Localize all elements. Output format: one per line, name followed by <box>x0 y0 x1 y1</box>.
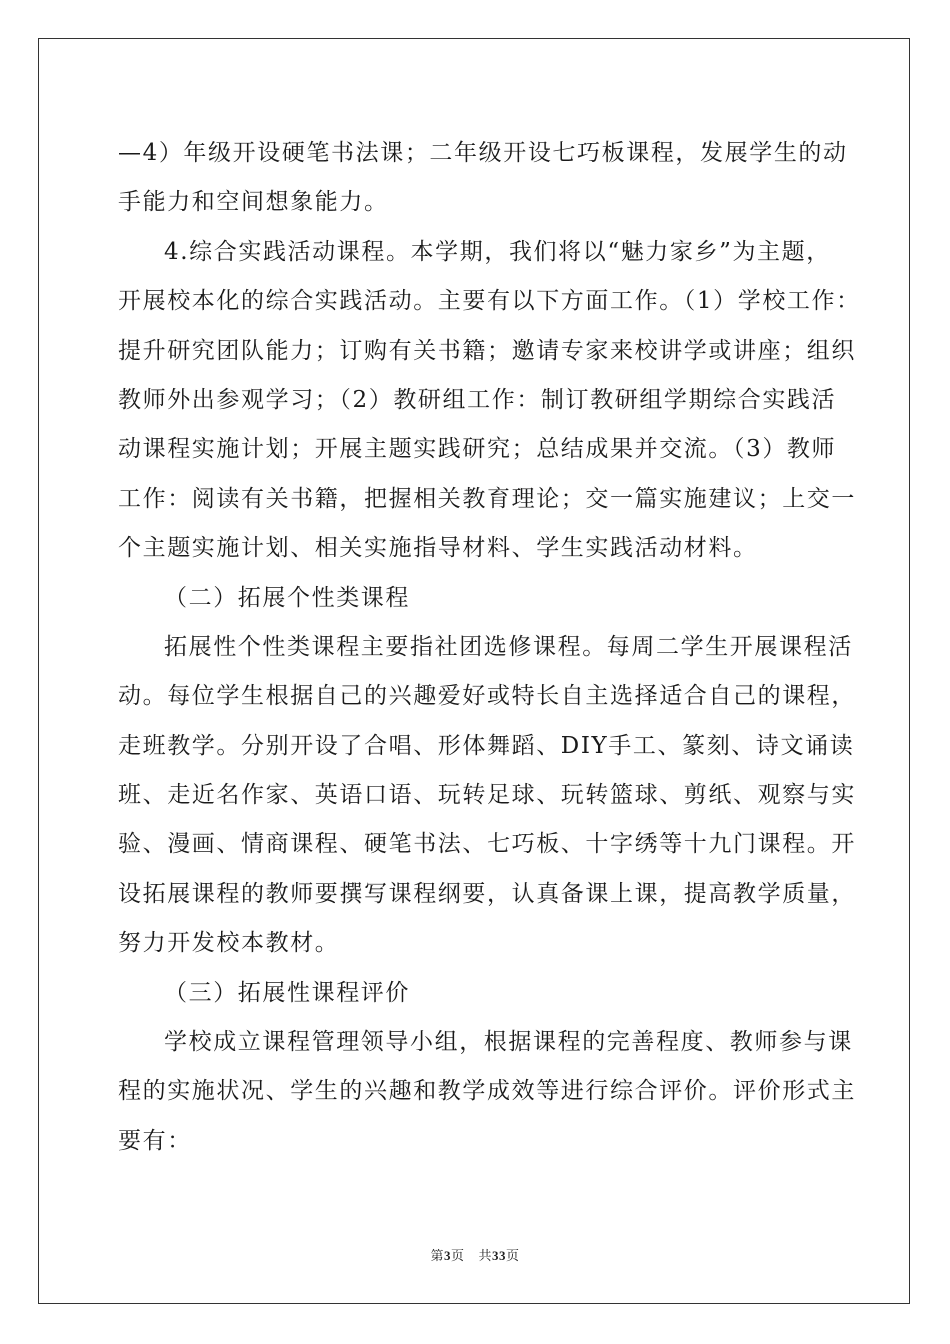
text-line: 个主题实施计划、相关实施指导材料、学生实践活动材料。 <box>118 535 758 562</box>
page-prefix: 第 <box>430 1248 444 1263</box>
page-number: 3 <box>443 1248 451 1263</box>
text-line: 验、漫画、情商课程、硬笔书法、七巧板、十字绣等十九门课程。开 <box>118 831 856 858</box>
total-pages: 33 <box>492 1248 507 1263</box>
text-line: 动。每位学生根据自己的兴趣爱好或特长自主选择适合自己的课程， <box>118 683 856 710</box>
document-body <box>118 129 861 1166</box>
text-line: 程的实施状况、学生的兴趣和教学成效等进行综合评价。评价形式主 <box>118 1078 856 1105</box>
text-line: 学校成立课程管理领导小组，根据课程的完善程度、教师参与课 <box>164 1029 853 1056</box>
text-line: 拓展性个性类课程主要指社团选修课程。每周二学生开展课程活 <box>164 633 853 660</box>
text-line: 工作：阅读有关书籍，把握相关教育理论；交一篇实施建议；上交一 <box>118 485 856 512</box>
total-suffix: 页 <box>506 1248 520 1263</box>
text-line: 提升研究团队能力；订购有关书籍；邀请专家来校讲学或讲座；组织 <box>118 337 856 364</box>
text-line: 班、走近名作家、英语口语、玩转足球、玩转篮球、剪纸、观察与实 <box>118 782 856 809</box>
page-suffix: 页 <box>450 1248 465 1263</box>
text-line: 走班教学。分别开设了合唱、形体舞蹈、DIY手工、篆刻、诗文诵读 <box>118 732 855 759</box>
text-line: 开展校本化的综合实践活动。主要有以下方面工作。（1）学校工作： <box>118 288 861 315</box>
text-line: 手能力和空间想象能力。 <box>118 189 389 216</box>
text-line: 要有： <box>118 1127 192 1154</box>
total-prefix: 共 <box>478 1248 493 1263</box>
text-line: 动课程实施计划；开展主题实践研究；总结成果并交流。（3）教师 <box>118 436 837 463</box>
section-heading: （二）拓展个性类课程 <box>164 584 410 611</box>
text-line: 教师外出参观学习；（2）教研组工作：制订教研组学期综合实践活 <box>118 386 837 413</box>
page-footer <box>0 1245 950 1264</box>
text-line: 4.综合实践活动课程。本学期，我们将以“魅力家乡”为主题， <box>164 238 831 265</box>
text-line: —4）年级开设硬笔书法课；二年级开设七巧板课程，发展学生的动 <box>118 140 848 166</box>
text-line: 设拓展课程的教师要撰写课程纲要，认真备课上课，提高教学质量， <box>118 880 856 907</box>
section-heading: （三）拓展性课程评价 <box>164 979 410 1006</box>
text-line: 努力开发校本教材。 <box>118 930 340 957</box>
